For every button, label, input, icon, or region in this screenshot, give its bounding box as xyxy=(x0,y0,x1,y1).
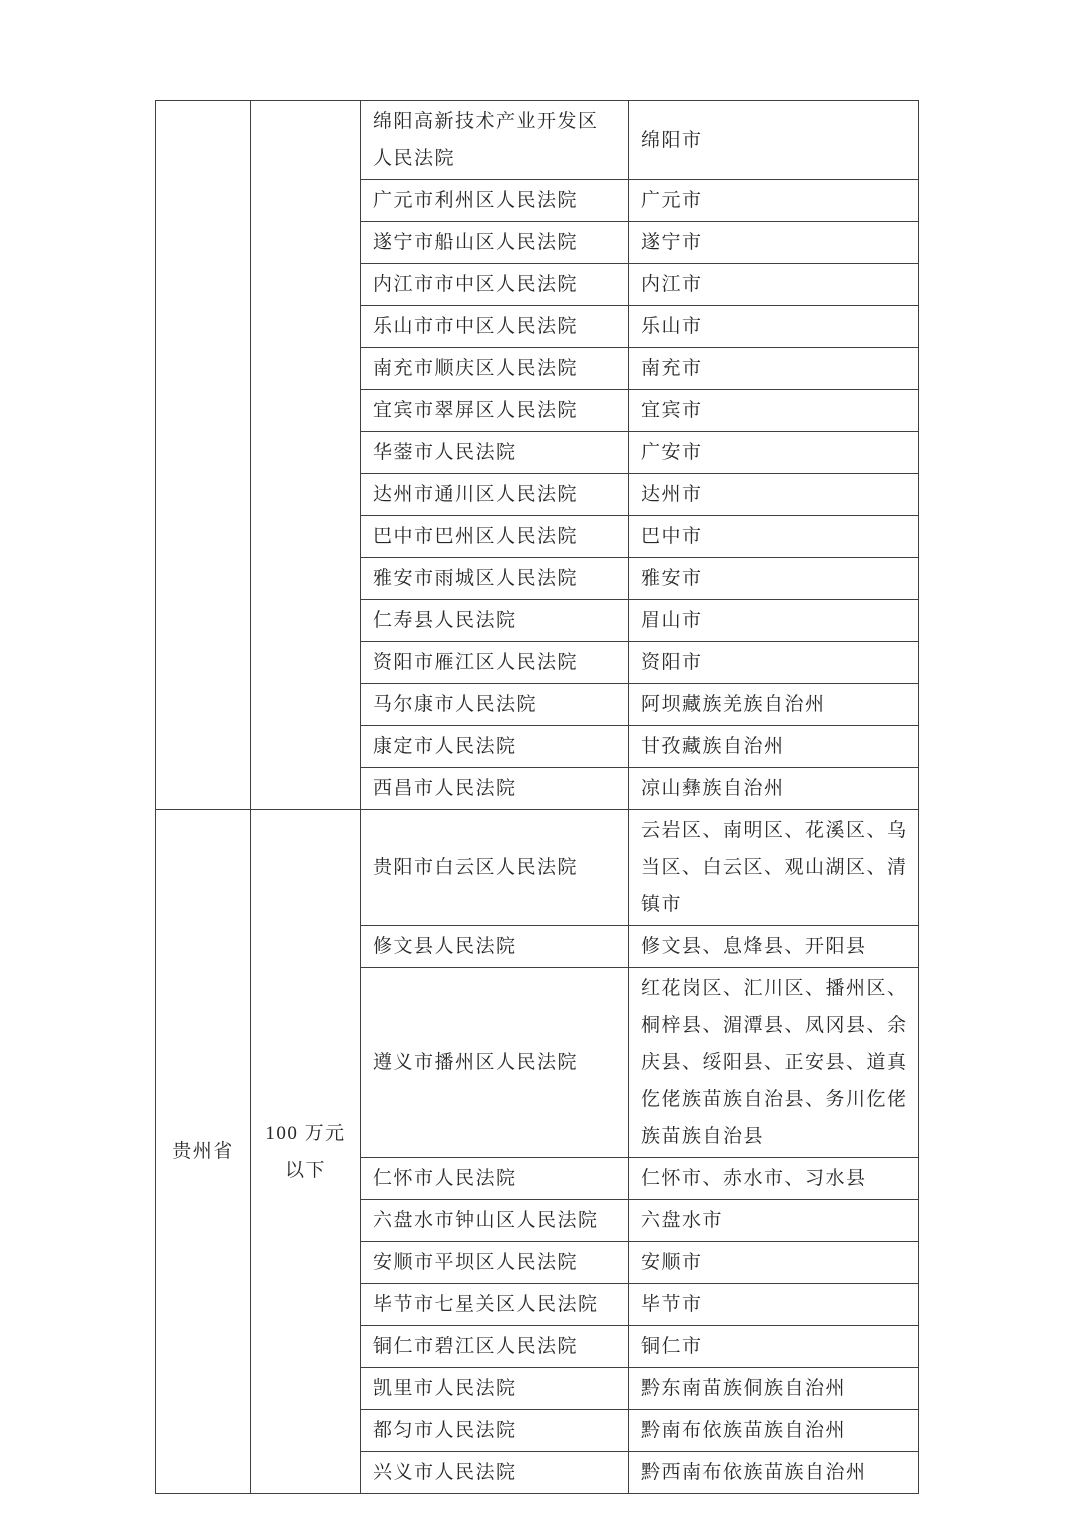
court-name-cell: 华蓥市人民法院 xyxy=(361,432,629,474)
court-name-cell: 贵阳市白云区人民法院 xyxy=(361,810,629,926)
amount-cell xyxy=(251,101,361,810)
jurisdiction-cell: 黔南布依族苗族自治州 xyxy=(629,1410,919,1452)
jurisdiction-cell: 宜宾市 xyxy=(629,390,919,432)
court-name-cell: 绵阳高新技术产业开发区人民法院 xyxy=(361,101,629,180)
jurisdiction-cell: 遂宁市 xyxy=(629,222,919,264)
province-cell: 贵州省 xyxy=(156,810,251,1494)
jurisdiction-cell: 云岩区、南明区、花溪区、乌当区、白云区、观山湖区、清镇市 xyxy=(629,810,919,926)
jurisdiction-cell: 眉山市 xyxy=(629,600,919,642)
jurisdiction-cell: 阿坝藏族羌族自治州 xyxy=(629,684,919,726)
court-name-cell: 凯里市人民法院 xyxy=(361,1368,629,1410)
jurisdiction-cell: 黔西南布依族苗族自治州 xyxy=(629,1452,919,1494)
jurisdiction-cell: 绵阳市 xyxy=(629,101,919,180)
jurisdiction-cell: 南充市 xyxy=(629,348,919,390)
court-jurisdiction-table xyxy=(155,100,919,1494)
court-name-cell: 安顺市平坝区人民法院 xyxy=(361,1242,629,1284)
court-name-cell: 遵义市播州区人民法院 xyxy=(361,968,629,1158)
court-name-cell: 仁怀市人民法院 xyxy=(361,1158,629,1200)
court-table-body xyxy=(156,101,919,1494)
jurisdiction-cell: 仁怀市、赤水市、习水县 xyxy=(629,1158,919,1200)
province-cell xyxy=(156,101,251,810)
court-name-cell: 铜仁市碧江区人民法院 xyxy=(361,1326,629,1368)
court-name-cell: 南充市顺庆区人民法院 xyxy=(361,348,629,390)
jurisdiction-cell: 黔东南苗族侗族自治州 xyxy=(629,1368,919,1410)
amount-cell xyxy=(251,810,361,1494)
court-name-cell: 遂宁市船山区人民法院 xyxy=(361,222,629,264)
court-jurisdiction-table-wrap xyxy=(155,100,918,1494)
court-name-cell: 修文县人民法院 xyxy=(361,926,629,968)
jurisdiction-cell: 资阳市 xyxy=(629,642,919,684)
table-row xyxy=(156,810,919,926)
table-row xyxy=(156,101,919,180)
court-name-cell: 巴中市巴州区人民法院 xyxy=(361,516,629,558)
amount-line: 100 万元 xyxy=(265,1122,346,1144)
jurisdiction-cell: 修文县、息烽县、开阳县 xyxy=(629,926,919,968)
court-name-cell: 兴义市人民法院 xyxy=(361,1452,629,1494)
jurisdiction-cell: 乐山市 xyxy=(629,306,919,348)
jurisdiction-cell: 内江市 xyxy=(629,264,919,306)
court-name-cell: 毕节市七星关区人民法院 xyxy=(361,1284,629,1326)
jurisdiction-cell: 广元市 xyxy=(629,180,919,222)
jurisdiction-cell: 红花岗区、汇川区、播州区、桐梓县、湄潭县、凤冈县、余庆县、绥阳县、正安县、道真仡佬族苗族自治县、务川仡佬族苗族自治县 xyxy=(629,968,919,1158)
jurisdiction-cell: 广安市 xyxy=(629,432,919,474)
jurisdiction-cell: 六盘水市 xyxy=(629,1200,919,1242)
jurisdiction-cell: 铜仁市 xyxy=(629,1326,919,1368)
court-name-cell: 康定市人民法院 xyxy=(361,726,629,768)
court-name-cell: 西昌市人民法院 xyxy=(361,768,629,810)
court-name-cell: 雅安市雨城区人民法院 xyxy=(361,558,629,600)
jurisdiction-cell: 达州市 xyxy=(629,474,919,516)
court-name-cell: 内江市市中区人民法院 xyxy=(361,264,629,306)
jurisdiction-cell: 安顺市 xyxy=(629,1242,919,1284)
court-name-cell: 资阳市雁江区人民法院 xyxy=(361,642,629,684)
court-name-cell: 广元市利州区人民法院 xyxy=(361,180,629,222)
jurisdiction-cell: 毕节市 xyxy=(629,1284,919,1326)
amount-line: 以下 xyxy=(284,1159,326,1181)
court-name-cell: 达州市通川区人民法院 xyxy=(361,474,629,516)
jurisdiction-cell: 甘孜藏族自治州 xyxy=(629,726,919,768)
court-name-cell: 仁寿县人民法院 xyxy=(361,600,629,642)
jurisdiction-cell: 雅安市 xyxy=(629,558,919,600)
court-name-cell: 宜宾市翠屏区人民法院 xyxy=(361,390,629,432)
jurisdiction-cell: 巴中市 xyxy=(629,516,919,558)
court-name-cell: 都匀市人民法院 xyxy=(361,1410,629,1452)
court-name-cell: 马尔康市人民法院 xyxy=(361,684,629,726)
court-name-cell: 乐山市市中区人民法院 xyxy=(361,306,629,348)
court-name-cell: 六盘水市钟山区人民法院 xyxy=(361,1200,629,1242)
jurisdiction-cell: 凉山彝族自治州 xyxy=(629,768,919,810)
